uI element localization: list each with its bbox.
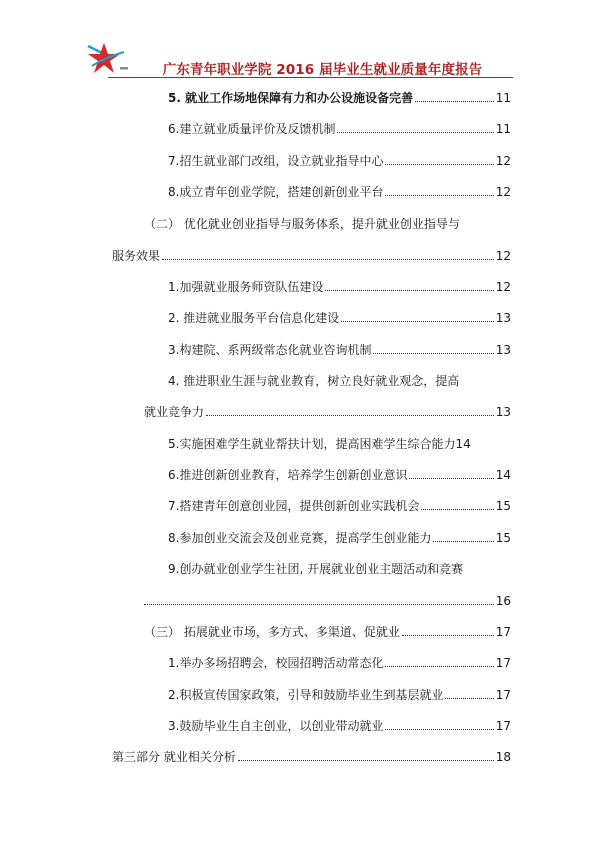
toc-leader [144, 604, 494, 605]
toc-page-number: 13 [495, 311, 511, 325]
toc-page-number: 15 [495, 531, 511, 545]
toc-leader [385, 666, 493, 667]
report-header-title: 广东青年职业学院 2016 届毕业生就业质量年度报告 [162, 62, 483, 78]
toc-page-number: 12 [495, 249, 511, 263]
toc-entry[interactable] [168, 464, 511, 482]
toc-entry[interactable] [168, 87, 511, 105]
toc-leader [325, 290, 493, 291]
toc-entry-text: 第三部分 就业相关分析 [112, 750, 236, 764]
toc-entry-text: 8.参加创业交流会及创业竞赛，提高学生创业能力 [168, 531, 432, 545]
toc-leader [385, 195, 493, 196]
toc-leader [337, 132, 493, 133]
toc-entry-text: 1.加强就业服务师资队伍建设 [168, 280, 324, 294]
toc-entry-line1[interactable]: 4. 推进职业生涯与就业教育，树立良好就业观念，提高 [168, 374, 460, 388]
toc-entry-text: 7.搭建青年创意创业园，提供创新创业实践机会 [168, 499, 420, 513]
toc-page-number: 17 [495, 656, 511, 670]
toc-entry[interactable] [168, 339, 511, 357]
toc-entry[interactable] [168, 527, 511, 545]
toc-entry[interactable] [168, 276, 511, 294]
toc-leader [373, 353, 493, 354]
toc-entry[interactable] [168, 684, 511, 702]
toc-entry[interactable] [168, 433, 513, 451]
toc-page-number: 18 [495, 750, 511, 764]
toc-leader [162, 259, 494, 260]
toc-entry[interactable] [168, 181, 511, 199]
toc-entry[interactable] [144, 401, 511, 419]
toc-leader [385, 164, 493, 165]
toc-entry-text: 6.建立就业质量评价及反馈机制 [168, 122, 336, 136]
toc-page-number: 17 [495, 688, 511, 702]
toc-entry-line1[interactable]: 9.创办就业创业学生社团, 开展就业创业主题活动和竞赛 [168, 562, 464, 576]
toc-entry-text: 5.实施困难学生就业帮扶计划，提高困难学生综合能力 [168, 437, 456, 451]
toc-entry-text: 服务效果 [112, 249, 161, 263]
toc-entry-text: 2.积极宣传国家政策，引导和鼓励毕业生到基层就业 [168, 688, 444, 702]
toc-entry-line1[interactable]: （二） 优化就业创业指导与服务体系，提升就业创业指导与 [144, 217, 460, 231]
toc-leader [385, 729, 493, 730]
toc-page-number: 15 [495, 499, 511, 513]
toc-entry[interactable] [168, 652, 511, 670]
toc-leader [409, 478, 493, 479]
toc-entry-text: 6.推进创新创业教育，培养学生创新创业意识 [168, 468, 408, 482]
toc-page-number: 14 [495, 468, 511, 482]
toc-leader [341, 321, 493, 322]
toc-leader [238, 760, 494, 761]
toc-entry-text: 3.鼓励毕业生自主创业，以创业带动就业 [168, 719, 384, 733]
toc-page-number: 12 [495, 280, 511, 294]
toc-entry-text: 就业竞争力 [144, 405, 205, 419]
toc-page-number: 17 [495, 625, 511, 639]
toc-entry[interactable] [168, 118, 511, 136]
toc-leader [421, 509, 493, 510]
toc-page-number: 12 [495, 154, 511, 168]
toc-page-number: 12 [495, 185, 511, 199]
toc-page-number: 16 [495, 594, 511, 608]
toc-entry[interactable] [144, 621, 511, 639]
toc-entry[interactable] [168, 150, 511, 168]
toc-leader [445, 698, 493, 699]
toc-entry-text: 8.成立青年创业学院，搭建创新创业平台 [168, 185, 384, 199]
toc-entry[interactable] [112, 245, 511, 263]
toc-leader [402, 635, 494, 636]
toc-entry[interactable] [168, 307, 511, 325]
toc-leader [206, 415, 494, 416]
toc-page-number: 13 [495, 343, 511, 357]
toc-entry[interactable] [144, 590, 511, 608]
toc-page-number: 13 [495, 405, 511, 419]
toc-page-number: 11 [495, 91, 511, 105]
toc-leader [415, 101, 494, 102]
toc-page-number: 11 [495, 122, 511, 136]
toc-entry-text: 5. 就业工作场地保障有力和办公设施设备完善 [168, 91, 414, 105]
toc-entry[interactable] [112, 746, 511, 764]
toc-entry-text: 3.构建院、系两级常态化就业咨询机制 [168, 343, 372, 357]
toc-page-number: 14 [455, 437, 471, 451]
toc-leader [433, 541, 493, 542]
toc-entry-text: 1.举办多场招聘会，校园招聘活动常态化 [168, 656, 384, 670]
toc-entry-text: （三） 拓展就业市场，多方式、多渠道、促就业 [144, 625, 400, 639]
toc-entry[interactable] [168, 495, 511, 513]
toc-entry-text: 2. 推进就业服务平台信息化建设 [168, 311, 340, 325]
toc-entry[interactable] [168, 715, 511, 733]
toc-entry-text: 7.招生就业部门改组，设立就业指导中心 [168, 154, 384, 168]
toc-page-number: 17 [495, 719, 511, 733]
